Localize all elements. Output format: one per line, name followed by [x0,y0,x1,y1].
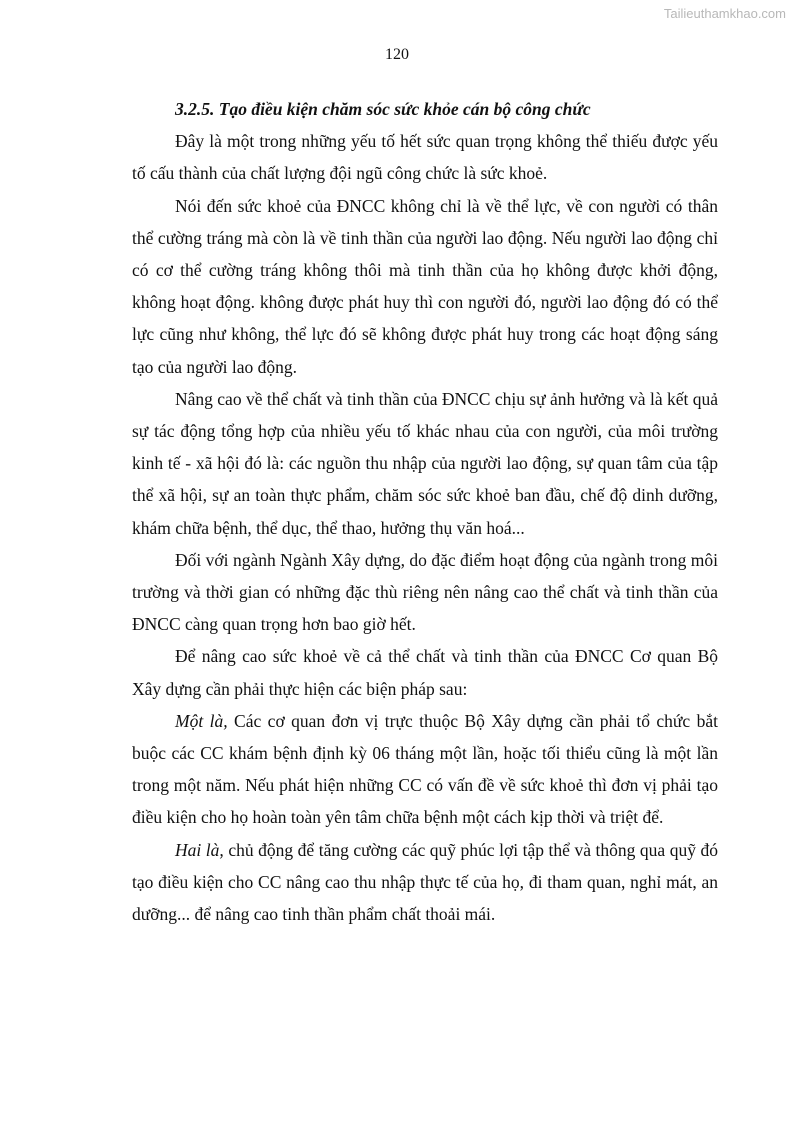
measure-one-lead: Một là, [175,710,228,731]
paragraph-5: Để nâng cao sức khoẻ về cả thể chất và tinh thần của ĐNCC Cơ quan Bộ Xây dựng cần phải thực hiện các biện pháp sau: [132,646,718,699]
document-body [132,93,718,930]
paragraph-2: Nói đến sức khoẻ của ĐNCC không chỉ là về thể lực, về con người có thân thể cường tráng mà còn là về tinh thần của người lao động. Nếu người lao động chỉ có cơ thể cường tráng không thôi mà tinh thần của họ không được khởi động, không hoạt động. không được phát huy thì con người đó, người lao động đó có thể lực cũng như không, thể lực đó sẽ không được phát huy trong các hoạt động sáng tạo của người lao động. [132,195,718,377]
watermark: Tailieuthamkhao.com [663,6,786,21]
paragraph-3: Nâng cao về thể chất và tinh thần của ĐNCC chịu sự ảnh hưởng và là kết quả sự tác động tổng hợp của nhiều yếu tố khác nhau của con người, của môi trường kinh tế - xã hội đó là: các nguồn thu nhập của người lao động, sự quan tâm của tập thể xã hội, sự an toàn thực phẩm, chăm sóc sức khoẻ ban đầu, chế độ dinh dưỡng, khám chữa bệnh, thể dục, thể thao, hưởng thụ văn hoá... [132,388,718,538]
paragraph-4: Đối với ngành Ngành Xây dựng, do đặc điểm hoạt động của ngành trong môi trường và thời gian có những đặc thù riêng nên nâng cao thể chất và tinh thần của ĐNCC càng quan trọng hơn bao giờ hết. [132,549,718,635]
measure-two-lead: Hai là, [175,839,224,860]
measure-one [132,705,718,834]
measure-two-text: chủ động để tăng cường các quỹ phúc lợi tập thể và thông qua quỹ đó tạo điều kiện cho CC nâng cao thu nhập thực tế của họ, đi tham quan, nghỉ mát, an dưỡng... để nâng cao tinh thần phẩm chất thoải mái. [132,839,718,925]
measure-one-text: Các cơ quan đơn vị trực thuộc Bộ Xây dựng cần phải tổ chức bắt buộc các CC khám bệnh định kỳ 06 tháng một lần, hoặc tối thiểu cũng là một lần trong một năm. Nếu phát hiện những CC có vấn đề về sức khoẻ thì đơn vị phải tạo điều kiện cho họ hoàn toàn yên tâm chữa bệnh một cách kịp thời và triệt để. [132,710,718,828]
measure-two [132,834,718,931]
page-number: 120 [385,46,409,63]
paragraph-1: Đây là một trong những yếu tố hết sức quan trọng không thể thiếu được yếu tố cấu thành của chất lượng đội ngũ công chức là sức khoẻ. [132,131,718,184]
section-heading: 3.2.5. Tạo điều kiện chăm sóc sức khỏe cán bộ công chức [175,99,591,119]
